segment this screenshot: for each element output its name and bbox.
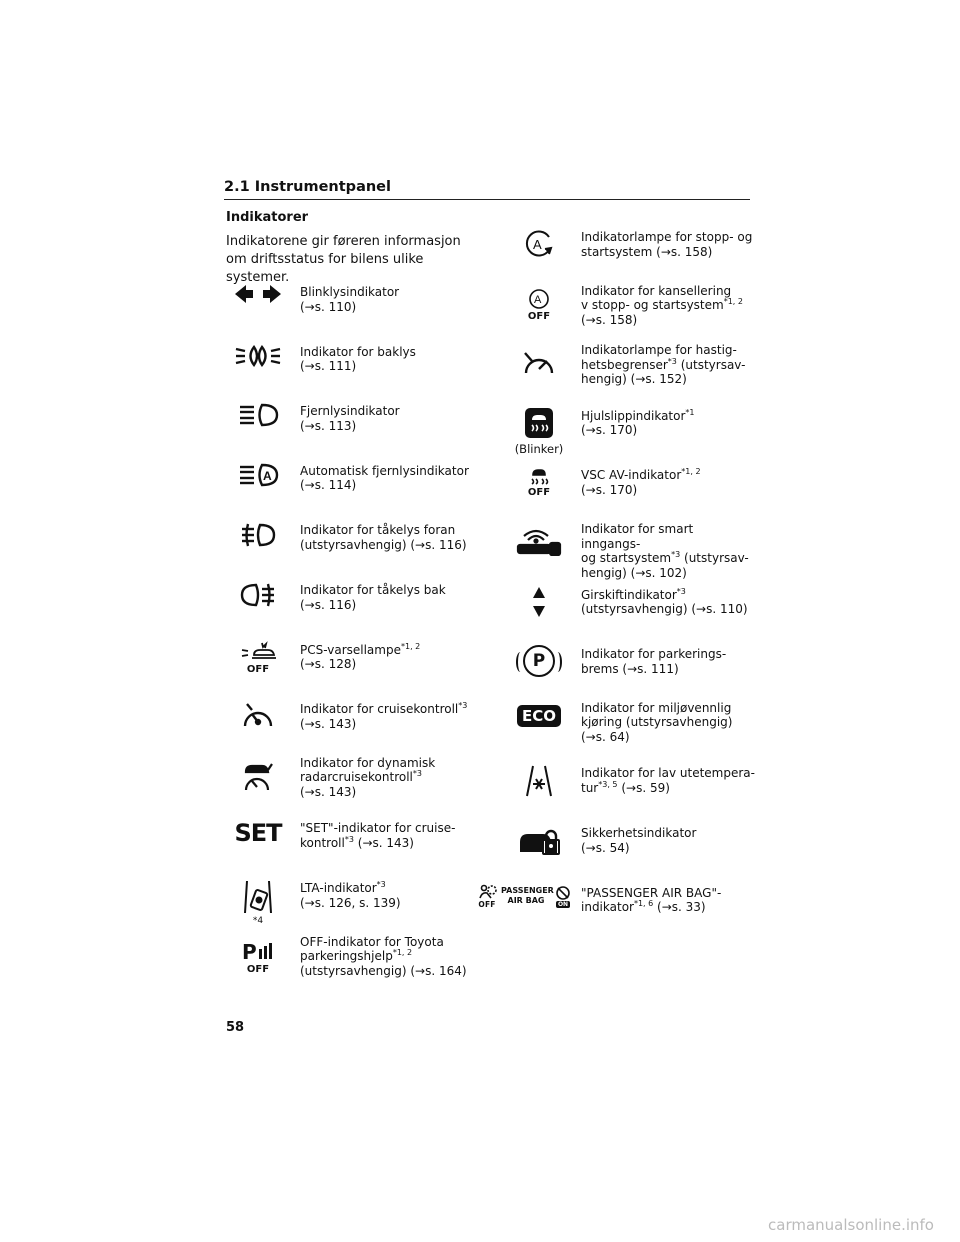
left-indicator-row	[224, 402, 514, 454]
cruise-control-icon	[218, 700, 298, 730]
indicator-name-cont: indikator	[581, 900, 634, 915]
section-title: 2.1 Instrumentpanel	[224, 179, 391, 195]
indicator-name-suffix: (utstyrsav-	[680, 551, 749, 565]
indicator-name-cont: hetsbegrenser	[581, 357, 668, 372]
airbag-off-label: OFF	[478, 899, 496, 909]
page-number: 58	[226, 1020, 245, 1035]
svg-text:A: A	[534, 293, 542, 306]
left-indicator-row	[224, 581, 514, 633]
page-reference[interactable]: (→s. 158)	[581, 312, 638, 327]
airbag-label: PASSENGER AIR BAG	[501, 886, 554, 906]
page-reference[interactable]: (→s. 128)	[300, 657, 357, 672]
section-divider	[224, 199, 750, 200]
page-reference[interactable]: (→s. 116)	[300, 597, 357, 612]
right-indicator-row	[478, 884, 795, 936]
svg-text:A: A	[263, 468, 272, 483]
footnote-marker: *1	[685, 407, 695, 417]
indicator-name: VSC AV-indikator	[581, 468, 682, 483]
indicator-name-cont: kontroll	[300, 835, 345, 850]
footnote-marker: *3	[667, 356, 677, 366]
eco-label: ECO	[517, 705, 561, 727]
page-reference[interactable]: brems (→s. 111)	[581, 661, 679, 676]
icon-sublabel: OFF	[246, 663, 270, 675]
indicator-name: PCS-varsellampe	[300, 642, 401, 657]
footnote-marker: *1, 2	[392, 948, 413, 958]
icon-sublabel: (Blinker)	[514, 441, 564, 456]
page-reference[interactable]: (→s. 114)	[300, 478, 357, 493]
pcs-warning-icon	[218, 641, 298, 675]
page-reference[interactable]: (→s. 143)	[353, 835, 414, 850]
page-reference[interactable]: (→s. 126, s. 139)	[300, 895, 401, 910]
left-indicator-row	[224, 462, 514, 514]
indicator-description	[300, 404, 475, 433]
indicator-description	[581, 647, 756, 676]
indicator-name: Indikator for lav utetempera-	[581, 766, 755, 781]
indicator-description	[581, 766, 756, 795]
set-indicator-label: SET	[234, 819, 282, 848]
icon-sublabel: OFF	[527, 310, 551, 322]
left-indicator-row	[224, 755, 514, 812]
low-temp-icon	[499, 764, 579, 798]
left-indicator-row	[224, 700, 514, 752]
page-reference[interactable]: hengig) (→s. 102)	[581, 565, 687, 580]
indicator-name-cont: parkeringshjelp	[300, 949, 393, 964]
indicator-description	[300, 523, 475, 552]
page-reference[interactable]: (→s. 64)	[581, 729, 630, 744]
indicator-description	[300, 881, 475, 910]
indicator-name-suffix: (→s. 33)	[653, 900, 706, 915]
watermark: carmanualsonline.info	[768, 1216, 934, 1234]
page-reference[interactable]: hengig) (→s. 152)	[581, 372, 687, 387]
indicator-description	[300, 285, 475, 314]
front-fog-light-icon	[218, 521, 298, 549]
indicator-name-suffix: (→s. 59)	[617, 780, 670, 795]
page-reference[interactable]: startsystem (→s. 158)	[581, 244, 713, 259]
indicator-name-cont: v stopp- og startsystem	[581, 298, 724, 313]
footnote-marker: *3	[412, 769, 422, 779]
page-reference[interactable]: (utstyrsavhengig) (→s. 110)	[581, 602, 748, 617]
indicator-name: Indikator for tåkelys foran	[300, 523, 456, 538]
left-indicator-row	[224, 879, 514, 931]
indicator-name: "PASSENGER AIR BAG"-	[581, 885, 722, 900]
passenger-airbag-icon	[478, 884, 579, 909]
indicator-description	[581, 409, 756, 438]
right-indicator-row	[505, 466, 795, 518]
indicator-description	[581, 826, 756, 855]
indicator-description	[581, 468, 756, 497]
right-indicator-row	[505, 645, 795, 697]
indicator-name: LTA-indikator	[300, 881, 377, 895]
indicator-description	[300, 643, 475, 672]
indicator-name: Automatisk fjernlysindikator	[300, 463, 469, 478]
indicator-name: Indikator for dynamisk	[300, 755, 436, 770]
svg-text:A: A	[533, 237, 542, 252]
page-heading: Indikatorer	[226, 210, 309, 225]
stop-start-icon	[499, 228, 579, 260]
left-indicator-row	[224, 641, 514, 693]
footnote-marker: *3, 5	[598, 779, 618, 789]
left-indicator-row	[224, 521, 514, 573]
right-indicator-row	[505, 283, 795, 340]
indicator-name: Indikator for parkerings-	[581, 647, 727, 662]
indicator-description	[300, 935, 475, 979]
indicator-name: OFF-indikator for Toyota	[300, 934, 444, 949]
left-indicator-row	[224, 283, 514, 335]
right-indicator-row	[505, 343, 795, 399]
icon-sublabel: *4	[252, 916, 264, 926]
security-icon	[499, 824, 579, 856]
tail-light-icon	[218, 343, 298, 369]
page-reference[interactable]: (→s. 170)	[581, 482, 638, 497]
icon-sublabel: OFF	[246, 963, 270, 975]
left-indicator-row	[224, 819, 514, 871]
parking-assist-off-icon	[218, 939, 298, 975]
shift-indicator-icon	[499, 586, 579, 618]
indicator-name: Hjulslippindikator	[581, 408, 686, 423]
indicator-description	[300, 756, 475, 800]
set-indicator-icon	[218, 819, 298, 847]
footnote-marker: *1, 2	[723, 297, 743, 307]
indicator-description	[300, 702, 475, 731]
svg-text:P: P	[242, 939, 257, 963]
right-indicator-row	[505, 586, 795, 638]
footnote-marker: *3	[344, 834, 354, 844]
indicator-name: Indikator for cruisekontroll	[300, 702, 459, 717]
page-reference[interactable]: (utstyrsavhengig) (→s. 116)	[300, 537, 467, 552]
indicator-name-cont: tur	[581, 780, 599, 795]
indicator-description	[300, 464, 475, 493]
footnote-marker: *3	[676, 586, 686, 596]
auto-high-beam-icon	[218, 462, 298, 488]
indicator-name: Indikator for miljøvennlig	[581, 700, 732, 715]
footnote-marker: *1, 2	[681, 467, 701, 477]
intro-text: Indikatorene gir føreren informasjon om driftsstatus for bilens ulike systemer.	[226, 234, 461, 285]
indicator-description	[300, 821, 475, 850]
page-reference[interactable]: (→s. 110)	[300, 299, 357, 314]
right-indicator-row	[505, 407, 795, 459]
indicator-description	[581, 701, 756, 745]
indicator-description	[581, 588, 756, 617]
rear-fog-light-icon	[218, 581, 298, 609]
page-reference[interactable]: (→s. 143)	[300, 716, 357, 731]
indicator-name-cont: radarcruisekontroll	[300, 770, 413, 785]
indicator-description	[581, 522, 756, 580]
indicator-name: Fjernlysindikator	[300, 404, 400, 419]
speed-limiter-icon	[499, 347, 579, 377]
right-indicator-row	[505, 522, 795, 580]
indicator-description	[581, 886, 756, 915]
indicator-name-cont: kjøring (utstyrsavhengig)	[581, 715, 733, 730]
page-reference[interactable]: (→s. 54)	[581, 840, 630, 855]
indicator-description	[581, 230, 756, 259]
left-indicator-row	[224, 343, 514, 395]
indicator-name: Sikkerhetsindikator	[581, 826, 697, 840]
right-indicator-row	[505, 764, 795, 816]
indicator-name: Indikator for smart inngangs-	[581, 522, 694, 551]
indicator-name: Indikator for tåkelys bak	[300, 583, 446, 597]
footnote-marker: *1, 6	[633, 899, 654, 909]
indicator-name: "SET"-indikator for cruise-	[300, 821, 456, 836]
indicator-name-cont: og startsystem	[581, 551, 672, 565]
right-indicator-row	[505, 700, 795, 757]
icon-sublabel: OFF	[527, 487, 551, 499]
radar-cruise-icon	[218, 760, 298, 792]
vsc-off-icon	[499, 466, 579, 498]
indicator-name: Indikator for kansellering	[581, 283, 732, 298]
right-indicator-row	[505, 228, 795, 280]
indicator-description	[300, 345, 475, 374]
high-beam-icon	[218, 402, 298, 428]
eco-icon	[499, 705, 579, 727]
smart-entry-icon	[499, 526, 579, 556]
wheel-slip-icon	[499, 407, 579, 456]
turn-signal-icon	[218, 283, 298, 305]
indicator-name: Indikatorlampe for hastig-	[581, 343, 737, 358]
indicator-name: Girskiftindikator	[581, 587, 677, 602]
page-reference[interactable]: (→s. 143)	[300, 784, 357, 799]
indicator-description	[300, 583, 475, 612]
parking-brake-icon	[499, 645, 579, 677]
indicator-name: Indikatorlampe for stopp- og	[581, 230, 753, 244]
stop-start-cancel-icon	[499, 288, 579, 322]
right-indicator-row	[505, 824, 795, 876]
footnote-marker: *3	[671, 550, 681, 559]
page-reference[interactable]: (→s. 111)	[300, 359, 357, 374]
left-indicator-row	[224, 934, 514, 991]
indicator-name-suffix: (utstyrsav-	[676, 357, 746, 372]
page-reference[interactable]: (→s. 113)	[300, 418, 357, 433]
parking-brake-letter: P	[532, 651, 546, 672]
indicator-description	[581, 343, 756, 387]
page-reference[interactable]: (utstyrsavhengig) (→s. 164)	[300, 963, 467, 978]
lta-icon	[218, 879, 298, 926]
footnote-marker: *3	[376, 880, 386, 889]
page-reference[interactable]: (→s. 170)	[581, 423, 638, 438]
indicator-name: Blinklysindikator	[300, 285, 400, 299]
indicator-description	[581, 284, 756, 328]
footnote-marker: *1, 2	[400, 641, 421, 651]
airbag-on-label: ON	[557, 900, 569, 908]
indicator-name: Indikator for baklys	[300, 344, 416, 359]
footnote-marker: *3	[458, 701, 468, 711]
